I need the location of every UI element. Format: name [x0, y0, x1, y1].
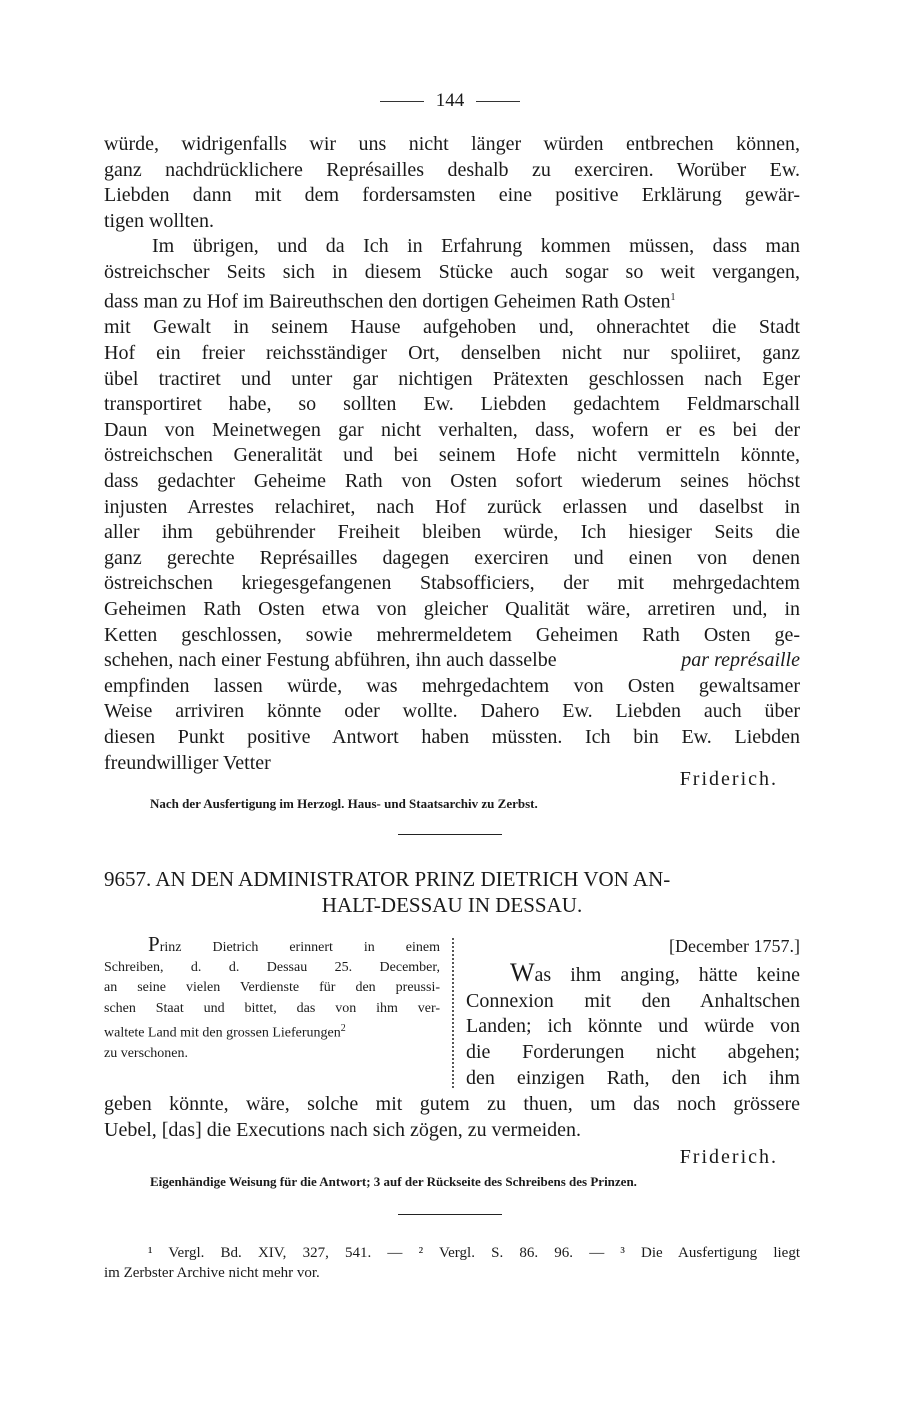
text-line [104, 285, 800, 315]
text-line: Daun von Meinetwegen gar nicht verhalten, dass, wofern er es bei der [104, 418, 800, 441]
summary-first-rest: rinz Dietrich erinnert in einem [159, 940, 440, 955]
answer-line: Connexion mit den Anhaltschen [466, 989, 800, 1012]
footnote-mark: 2 [340, 1022, 346, 1034]
text-line: aller ihm gebührender Freiheit bleiben würde, Ich hiesiger Seits die [104, 521, 800, 544]
osten-line-text: dass man zu Hof im Baireuthschen den dortigen Geheimen Rath Osten [104, 290, 671, 313]
text-line [104, 648, 800, 674]
answer-line: den einzigen Rath, den ich ihm [466, 1066, 800, 1089]
par-represaille-italic: par représaille [681, 649, 800, 672]
answer-line: Landen; ich könnte und würde von [466, 1015, 800, 1038]
par-line-start: schehen, nach einer Festung abführen, ihn auch dasselbe [104, 649, 557, 672]
letter1-paragraph2 [104, 234, 800, 776]
text-line: geben könnte, wäre, solche mit gutem zu thuen, um das noch grössere [104, 1093, 800, 1115]
source-note-2: Eigenhändige Weisung für die Antwort; 3 auf der Rückseite des Schreibens des Prinzen. [150, 1174, 637, 1189]
text-line: würde, widrigenfalls wir uns nicht länger würden entbrechen können, [104, 133, 800, 155]
summary-line [104, 934, 440, 958]
summary-line: zu verschonen. [104, 1045, 188, 1061]
text-line: Ketten geschlossen, sowie mehrermeldetem Geheimen Rath Osten ge- [104, 623, 800, 646]
header-dash-left [380, 101, 424, 102]
text-line: injusten Arrestes relachiret, nach Hof zurück erlassen und daselbst in [104, 495, 800, 518]
header-dash-right [476, 101, 520, 102]
letter2-answer [466, 934, 800, 1092]
text-line: Hof ein freier reichsständiger Ort, denselben nicht nur spoliiret, ganz [104, 342, 800, 365]
text-line: ganz gerechte Représailles dagegen exerciren und einen von denen [104, 546, 800, 569]
text-line: Weise arriviren könnte oder wollte. Dahero Ew. Liebden auch über [104, 700, 800, 723]
heading-line: HALT-DESSAU IN DESSAU. [321, 893, 583, 917]
answer-line [466, 957, 800, 989]
footnote-line: im Zerbster Archive nicht mehr vor. [104, 1265, 320, 1281]
answer-initial: W [510, 957, 535, 987]
letter2-heading [104, 866, 800, 918]
separator-rule [398, 834, 502, 835]
text-line: freundwilliger Vetter [104, 751, 271, 774]
footnote-line: ¹ Vergl. Bd. XIV, 327, 541. — ² Vergl. S. 86. 96. — ³ Die Ausfertigung liegt [148, 1245, 800, 1261]
text-line: Uebel, [das] die Executions nach sich zögen, zu vermeiden. [104, 1118, 582, 1141]
summary-line: schen Staat und bittet, das von ihm ver- [104, 1000, 440, 1016]
text-line: tigen wollten. [104, 209, 214, 232]
text-line: mit Gewalt in seinem Hause aufgehoben und, ohnerachtet die Stadt [104, 316, 800, 339]
text-line: östreichschen kriegesgefangenen Stabsofficiers, der mit mehrgedachtem [104, 572, 800, 595]
footnotes [104, 1243, 800, 1283]
signature-2: Friderich. [679, 1146, 778, 1168]
text-line: östreichschen Generalität und bei seinem Hofe nicht vermitteln könnte, [104, 444, 800, 467]
text-line: übel tractiret und unter gar nichtigen Prätexten geschlossen nach Eger [104, 367, 800, 390]
footnote-rule [398, 1214, 502, 1215]
text-line: transportiret habe, so sollten Ew. Liebden gedachtem Feldmarschall [104, 393, 800, 416]
text-line: empfinden lassen würde, was mehrgedachtem von Osten gewaltsamer [104, 674, 800, 697]
summary-line [104, 1019, 440, 1044]
text-line: Liebden dann mit dem fordersamsten eine positive Erklärung gewär- [104, 184, 800, 207]
letter2-fullwidth [104, 1092, 800, 1143]
page-header [0, 90, 900, 112]
letter-date: [December 1757.] [669, 936, 800, 956]
answer-first-rest: as ihm anging, hätte keine [534, 963, 800, 986]
letter2-summary [104, 934, 440, 1064]
text-line: Geheimen Rath Osten etwa von gleicher Qualität wäre, arretiren und, in [104, 597, 800, 620]
answer-line: die Forderungen nicht abgehen; [466, 1041, 800, 1064]
page-number: 144 [435, 90, 465, 111]
summary-line: Schreiben, d. d. Dessau 25. December, [104, 960, 440, 976]
summary-initial: P [148, 932, 160, 956]
text-line: dass gedachter Geheime Rath von Osten sofort wiederum seines höchst [104, 470, 800, 492]
column-divider [452, 938, 454, 1088]
text-line: diesen Punkt positive Antwort haben müssten. Ich bin Ew. Liebden [104, 725, 800, 748]
source-note-1: Nach der Ausfertigung im Herzogl. Haus- und Staatsarchiv zu Zerbst. [150, 796, 538, 811]
signature-1: Friderich. [679, 768, 778, 790]
summary-line: an seine vielen Verdienste für den preussi- [104, 980, 440, 996]
text-line: östreichscher Seits sich in diesem Stücke auch sogar so weit vergangen, [104, 260, 800, 283]
letter1-paragraph1 [104, 132, 800, 234]
text-line: ganz nachdrücklichere Représailles deshalb zu exerciren. Worüber Ew. [104, 158, 800, 181]
text-line: Im übrigen, und da Ich in Erfahrung kommen müssen, dass man [152, 235, 800, 257]
summary-line5: waltete Land mit den grossen Lieferungen [104, 1025, 341, 1041]
footnote-mark: 1 [670, 292, 676, 304]
heading-line: 9657. AN DEN ADMINISTRATOR PRINZ DIETRICH VON AN- [104, 867, 671, 891]
